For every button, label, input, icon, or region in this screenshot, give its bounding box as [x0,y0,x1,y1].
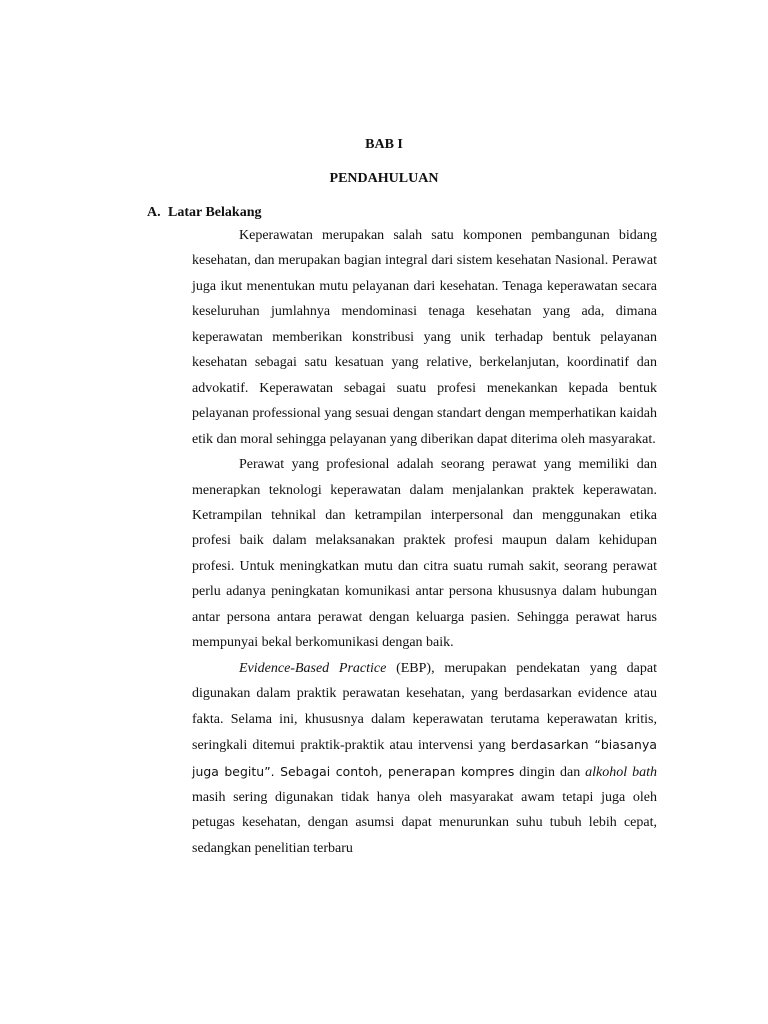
paragraph-3-text-a: (EBP), merupakan pendekatan yang dapat digunakan dalam praktik perawatan kesehatan, yang berdasarkan evidence atau fakta. Selama ini, khususnya dalam keperawatan terutama keperawatan kritis, seringkali ditemui praktik-praktik atau intervensi yang [192,660,657,754]
chapter-number: BAB I [365,137,403,152]
section-heading-text: Latar Belakang [168,205,262,220]
section-heading [147,204,261,222]
chapter-title: PENDAHULUAN [329,171,439,186]
paragraph-3-text-b: dingin dan [514,764,586,780]
paragraph-2 [192,452,657,656]
paragraph-2-text: Perawat yang profesional adalah seorang perawat yang memiliki dan menerapkan teknologi keperawatan dalam menjalankan praktek keperawatan. Ketrampilan tehnikal dan ketrampilan interpersonal dan menggunakan etika profesi baik dalam melaksanakan praktek profesi maupun dalam kehidupan profesi. Untuk meningkatkan mutu dan citra suatu rumah sakit, seorang perawat perlu adanya peningkatan komunikasi antar persona khususnya dalam hubungan antar persona antara perawat dengan keluarga pasien. Sehingga perawat harus mempunyai bekal berkomunikasi dengan baik. [192,457,657,651]
section-marker: A. [147,205,161,220]
paragraph-3-text-c: masih sering digunakan tidak hanya oleh masyarakat awam tetapi juga oleh petugas kesehatan, dengan asumsi dapat menurunkan suhu tubuh lebih cepat, sedangkan penelitian terbaru [192,789,657,856]
paragraph-1-text: Keperawatan merupakan salah satu komponen pembangunan bidang kesehatan, dan merupakan bagian integral dari sistem kesehatan Nasional. Perawat juga ikut menentukan mutu pelayanan dari kesehatan. Tenaga keperawatan secara keseluruhan jumlahnya mendominasi tenaga kesehatan yang ada, dimana keperawatan memberikan konstribusi yang unik terhadap bentuk pelayanan kesehatan sebagai satu kesatuan yang relative, berkelanjutan, koordinatif dan advokatif. Keperawatan sebagai suatu profesi menekankan kepada bentuk pelayanan professional yang sesuai dengan standart dengan memperhatikan kaidah etik dan moral sehingga pelayanan yang diberikan dapat diterima oleh masyarakat. [192,228,657,447]
paragraph-1 [192,223,657,452]
body-text [192,223,657,861]
term-alkohol-bath: alkohol bath [585,764,657,780]
paragraph-3-alt-font-text: berdasarkan “biasanya juga begitu”. Sebagai contoh, penerapan kompres [192,737,657,779]
term-evidence-based-practice: Evidence-Based Practice [239,660,387,676]
paragraph-3 [192,656,657,862]
